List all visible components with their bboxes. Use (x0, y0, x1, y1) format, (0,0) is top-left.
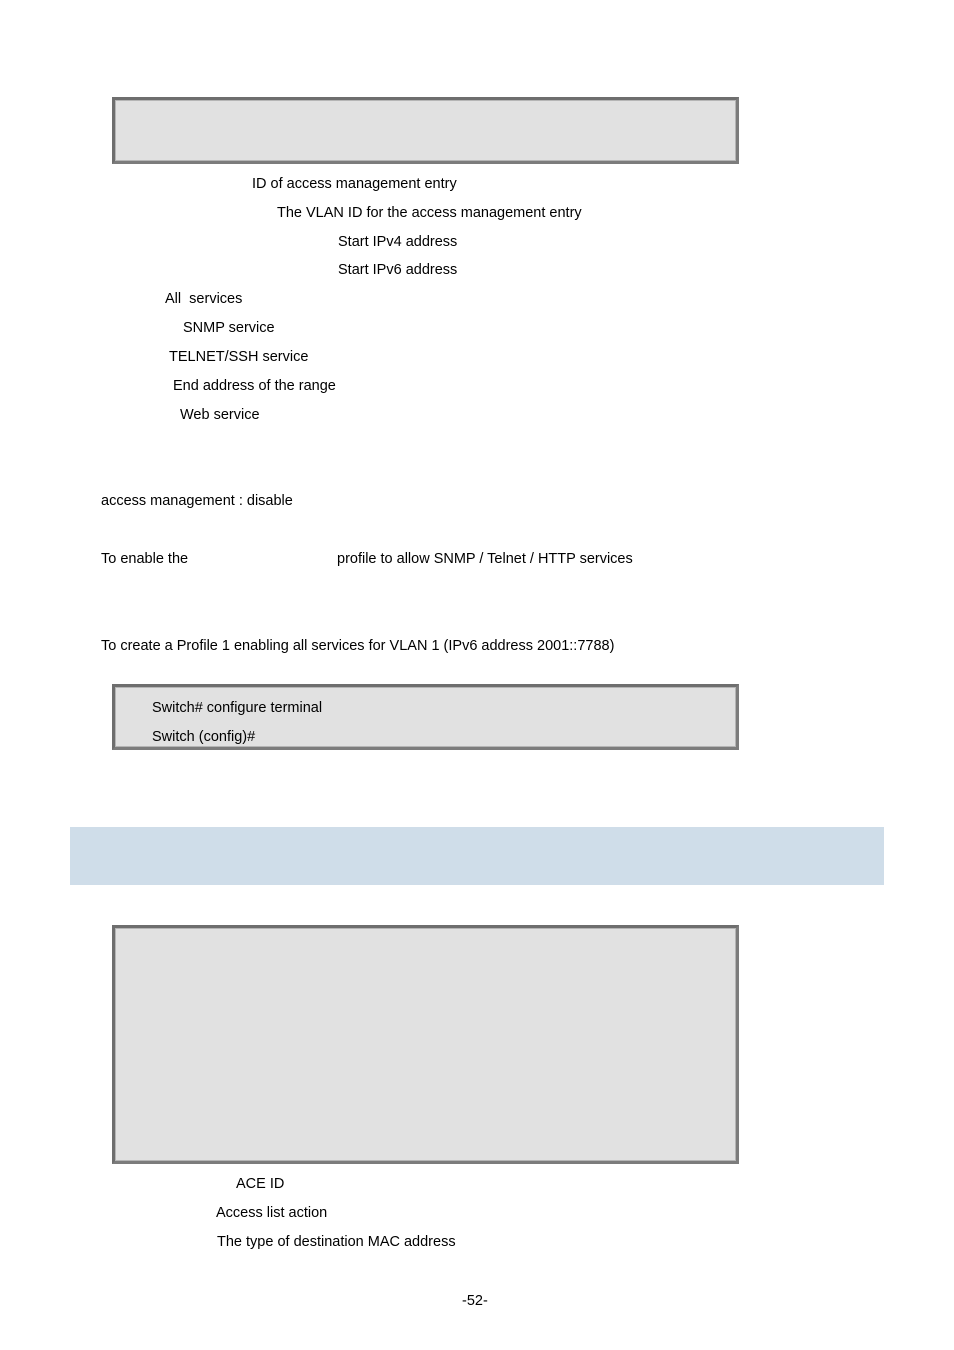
usage-text-left: To enable the (101, 551, 189, 567)
param-desc-dmac-type: The type of destination MAC address (217, 1234, 456, 1250)
usage-text-right: profile to allow SNMP / Telnet / HTTP services (337, 551, 633, 567)
page-number: -52- (462, 1293, 488, 1309)
code-line: Switch (config)# (152, 729, 256, 745)
example-text: To create a Profile 1 enabling all services for VLAN 1 (IPv6 address 2001::7788) (101, 638, 615, 654)
param-desc-start-ipv4: Start IPv4 address (338, 234, 458, 250)
code-line: Switch# configure terminal (152, 700, 323, 716)
param-desc-action: Access list action (216, 1205, 328, 1221)
example-code-box (112, 684, 739, 750)
section-heading-band (70, 827, 884, 885)
command-syntax-box (112, 97, 739, 164)
param-desc-entry-id: ID of access management entry (252, 176, 457, 192)
param-desc-start-ipv6: Start IPv6 address (338, 262, 458, 278)
param-desc-vlan-id: The VLAN ID for the access management entry (277, 205, 582, 221)
param-desc-web: Web service (180, 407, 260, 423)
command-syntax-box-2 (112, 925, 739, 1164)
param-desc-all-services: All services (165, 291, 243, 307)
param-desc-ace-id: ACE ID (236, 1176, 285, 1192)
param-desc-end-address: End address of the range (173, 378, 336, 394)
param-desc-snmp: SNMP service (183, 320, 275, 336)
default-value: access management : disable (101, 493, 293, 509)
param-desc-telnet-ssh: TELNET/SSH service (169, 349, 309, 365)
